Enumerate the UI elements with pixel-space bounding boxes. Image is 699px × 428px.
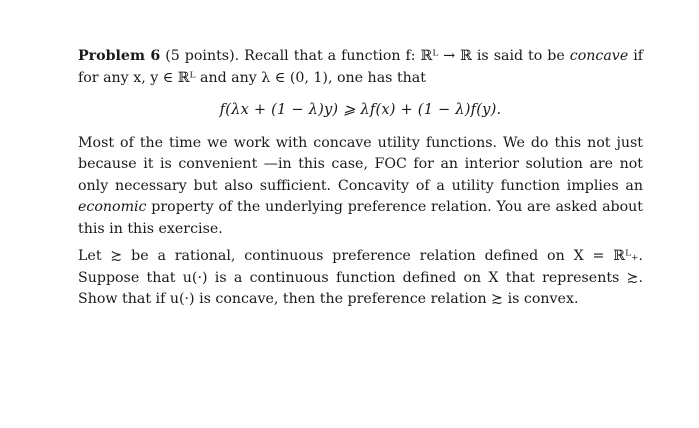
concavity-equation: f(λx + (1 − λ)y) ⩾ λf(x) + (1 − λ)f(y).	[219, 101, 502, 118]
task-paragraph: Let ≿ be a rational, continuous preference relation defined on X = ℝᴸ₊. Suppose that u(·) is a continuous function defined on X that represents ≿. Show that if u(·) is concave, then the preference relation ≿ is convex.	[78, 248, 643, 307]
problem-statement	[78, 46, 643, 89]
motivation-text-b: property of the underlying preference relation. You are asked about this in this exercise.	[78, 199, 643, 237]
problem-heading: Problem 6	[78, 48, 161, 64]
document-page	[78, 46, 643, 311]
problem-points: (5 points).	[165, 48, 240, 64]
economic-term: economic	[78, 199, 147, 215]
motivation-paragraph	[78, 133, 643, 241]
concave-term: concave	[569, 48, 629, 64]
intro-text: Recall that a function f: ℝᴸ → ℝ is said to be	[244, 48, 565, 64]
motivation-text-a: Most of the time we work with concave utility functions. We do this not just because it is convenient —in this case, FOC for an interior solution are not only necessary but also sufficient. Concavity of a utility function implies an	[78, 134, 643, 194]
intro-tail: if for any x, y ∈ ℝᴸ and any λ ∈ (0, 1), one has that	[78, 48, 644, 86]
